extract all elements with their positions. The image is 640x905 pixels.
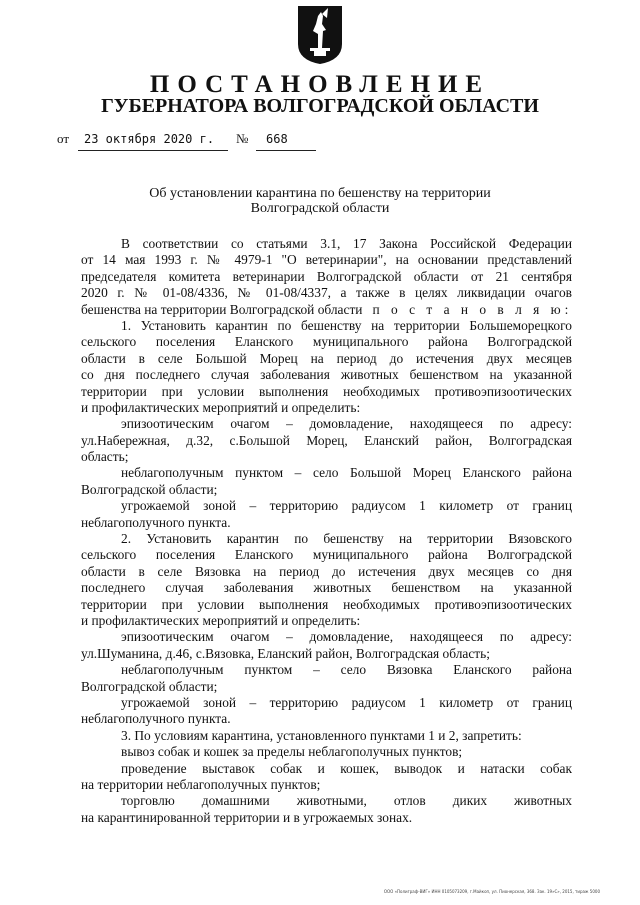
subject-line: Волгоградской области: [250, 201, 390, 216]
document-number: 668: [266, 132, 288, 146]
body-line: 3. По условиям карантина, установленного пунктами 1 и 2, запретить:: [121, 727, 522, 743]
body-line: эпизоотическим очагом – домовладение, находящееся по адресу:: [121, 629, 572, 645]
number-prefix: №: [236, 131, 249, 146]
printer-imprint: ООО «Полиграф-ВИГ» ИНН 0105073209, г.Майкоп, ул. Пионерская, 368. Зак. 19»С», 2015, тираж 5000: [383, 889, 600, 894]
body-line: 2020 г. № 01-08/4336, № 01-08/4337, а также в целях ликвидации очагов: [81, 285, 572, 301]
body-line: от 14 мая 1993 г. № 4979-1 "О ветеринарии", на основании представлений: [81, 252, 572, 268]
body-line: 1. Установить карантин по бешенству на территории Большеморецкого: [121, 317, 572, 333]
body-line: и профилактических мероприятий и определить:: [81, 399, 361, 415]
document-title: ПОСТАНОВЛЕНИЕ: [149, 71, 491, 98]
body-line: области в селе Вязовка на период до истечения двух месяцев со дня: [81, 563, 572, 579]
body-line: на территории неблагополучных пунктов;: [81, 776, 321, 792]
body-line: территории при условии выполнения необходимых противоэпизоотических: [81, 383, 572, 399]
coat-of-arms-emblem: [296, 4, 344, 66]
document-subject: [60, 186, 580, 216]
body-line: на карантинированной территории и в угрожаемых зонах.: [81, 809, 413, 825]
body-line: угрожаемой зоной – территорию радиусом 1 километр от границ: [121, 694, 572, 710]
body-line: области в селе Большой Морец на период до истечения двух месяцев: [81, 350, 572, 366]
body-line: бешенства на территории Волгоградской области п о с т а н о в л я ю:: [81, 301, 572, 317]
body-line: неблагополучным пунктом – село Большой Морец Еланского района: [121, 465, 572, 481]
body-line: последнего случая заболевания животных бешенством на указанной: [81, 580, 572, 596]
subject-line: Об установлении карантина по бешенству на территории: [149, 186, 491, 201]
body-line: неблагополучным пунктом – село Вязовка Еланского района: [121, 662, 572, 678]
body-line: вывоз собак и кошек за пределы неблагополучных пунктов;: [121, 744, 463, 760]
body-line: угрожаемой зоной – территорию радиусом 1 километр от границ: [121, 498, 572, 514]
date-prefix: от: [57, 131, 70, 146]
body-line: неблагополучного пункта.: [81, 711, 231, 727]
body-line: торговлю домашними животными, отлов диких животных: [121, 793, 572, 809]
body-line: область;: [81, 449, 129, 465]
body-line: Волгоградской области;: [81, 481, 218, 497]
body-line: В соответствии со статьями 3.1, 17 Закона Российской Федерации: [121, 236, 572, 251]
body-line: проведение выставок собак и кошек, выводок и натаски собак: [121, 760, 572, 776]
number-underline: [256, 150, 316, 151]
body-line: Волгоградской области;: [81, 678, 218, 694]
body-line: территории при условии выполнения необходимых противоэпизоотических: [81, 596, 572, 612]
body-line: эпизоотическим очагом – домовладение, находящееся по адресу:: [121, 416, 572, 432]
date-underline: [78, 150, 228, 151]
body-line: 2. Установить карантин по бешенству на территории Вязовского: [121, 531, 572, 547]
document-issuer: ГУБЕРНАТОРА ВОЛГОГРАДСКОЙ ОБЛАСТИ: [101, 95, 539, 117]
body-line: председателя комитета ветеринарии Волгоградской области от 21 сентября: [81, 268, 572, 284]
body-line: сельского поселения Еланского муниципального района Волгоградской: [81, 334, 572, 350]
document-date: 23 октября 2020 г.: [84, 132, 215, 146]
body-line: ул.Шуманина, д.46, с.Вязовка, Еланский район, Волгоградская область;: [81, 645, 490, 661]
body-line: со дня последнего случая заболевания животных бешенством на указанной: [81, 367, 572, 383]
body-line: ул.Набережная, д.32, с.Большой Морец, Еланский район, Волгоградская: [81, 432, 572, 448]
document-body: [81, 236, 572, 826]
body-line: и профилактических мероприятий и определить:: [81, 612, 361, 628]
body-line: сельского поселения Еланского муниципального района Волгоградской: [81, 547, 572, 563]
body-line: неблагополучного пункта.: [81, 514, 231, 530]
